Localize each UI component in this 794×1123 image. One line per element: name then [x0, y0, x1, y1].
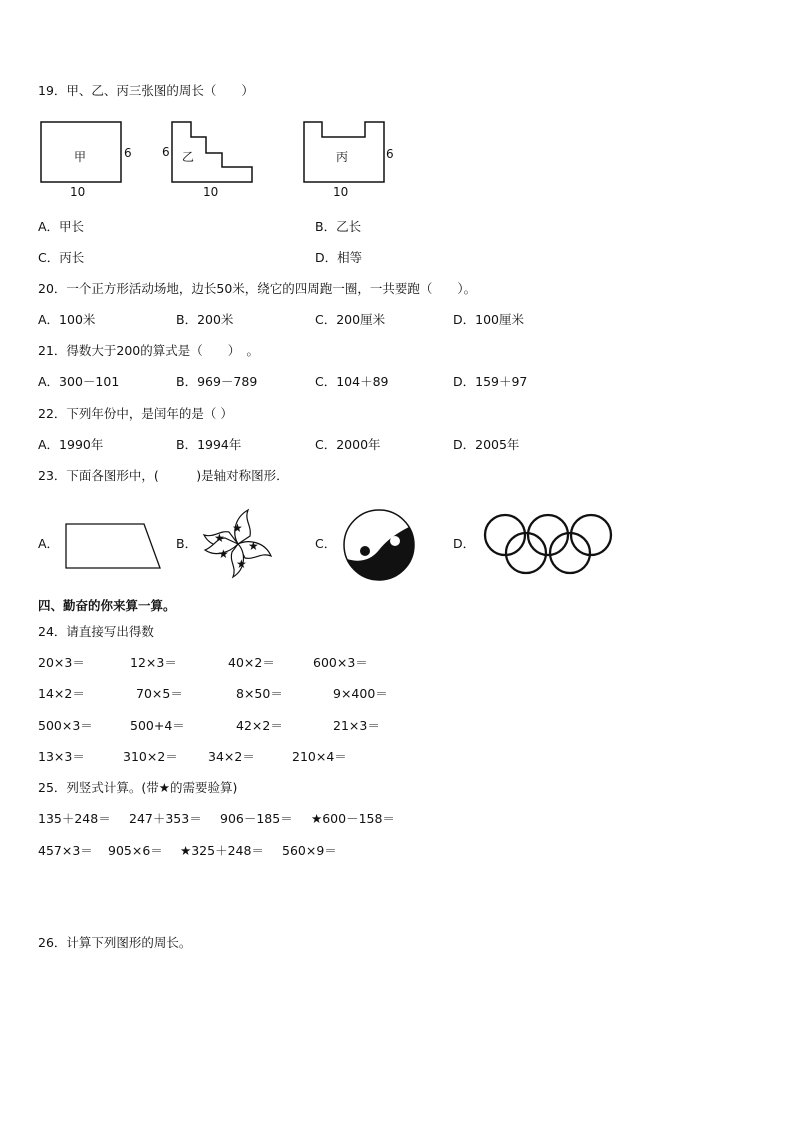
- yin-yang-icon: [344, 510, 414, 580]
- svg-text:★: ★: [248, 539, 259, 553]
- figure-bing-name: 丙: [336, 150, 349, 164]
- q23-option-a[interactable]: A．: [38, 536, 60, 551]
- q25-item: 906－185＝: [220, 811, 293, 826]
- q19-option-b[interactable]: B．乙长: [315, 219, 362, 234]
- q24-item: 9×400＝: [333, 686, 388, 701]
- q24-item: 40×2＝: [228, 655, 275, 670]
- q19-option-a[interactable]: A．甲长: [38, 219, 85, 234]
- figure-yi: [162, 122, 252, 199]
- svg-text:★: ★: [236, 557, 247, 571]
- q20-option-d[interactable]: D．100厘米: [453, 312, 524, 327]
- bauhinia-icon: [204, 510, 271, 577]
- figure-bing-side: 6: [386, 147, 394, 161]
- figure-yi-side: 6: [162, 145, 170, 159]
- q26-stem: 26．计算下列图形的周长。: [38, 935, 192, 950]
- q20-option-a[interactable]: A．100米: [38, 312, 96, 327]
- figure-bing-base: 10: [333, 185, 349, 199]
- q24-stem: 24．请直接写出得数: [38, 624, 154, 639]
- q22-option-b[interactable]: B．1994年: [176, 437, 242, 452]
- q24-item: 310×2＝: [123, 749, 178, 764]
- q25-item: ★600－158＝: [311, 811, 395, 826]
- q25-item: 247＋353＝: [129, 811, 202, 826]
- q25-item: 135＋248＝: [38, 811, 111, 826]
- q24-item: 13×3＝: [38, 749, 85, 764]
- q24-item: 14×2＝: [38, 686, 85, 701]
- q24-item: 600×3＝: [313, 655, 368, 670]
- olympic-rings-icon: [485, 515, 611, 573]
- q19-stem: 19．甲、乙、丙三张图的周长（ ）: [38, 83, 254, 98]
- q21-option-a[interactable]: A．300－101: [38, 374, 120, 389]
- q19-option-d[interactable]: D．相等: [315, 250, 363, 265]
- q24-item: 8×50＝: [236, 686, 283, 701]
- q19-figures: [0, 110, 794, 230]
- q22-option-a[interactable]: A．1990年: [38, 437, 104, 452]
- q22-option-d[interactable]: D．2005年: [453, 437, 520, 452]
- trapezoid-icon: [66, 524, 160, 568]
- svg-text:★: ★: [214, 531, 225, 545]
- q23-figures: [0, 500, 794, 590]
- q21-option-b[interactable]: B．969－789: [176, 374, 258, 389]
- figure-yi-name: 乙: [182, 150, 195, 164]
- q24-item: 42×2＝: [236, 718, 283, 733]
- q24-item: 34×2＝: [208, 749, 255, 764]
- q24-item: 20×3＝: [38, 655, 85, 670]
- figure-jia-side: 6: [124, 146, 132, 160]
- q24-item: 12×3＝: [130, 655, 177, 670]
- q23-stem: 23．下面各图形中，( )是轴对称图形．: [38, 468, 289, 483]
- q25-item: 457×3＝: [38, 843, 93, 858]
- figure-jia-name: 甲: [74, 150, 87, 164]
- q24-item: 500+4＝: [130, 718, 185, 733]
- q24-item: 210×4＝: [292, 749, 347, 764]
- q25-item: 905×6＝: [108, 843, 163, 858]
- q21-option-c[interactable]: C．104＋89: [315, 374, 389, 389]
- q22-stem: 22．下列年份中，是闰年的是（ ）: [38, 406, 233, 421]
- q24-item: 500×3＝: [38, 718, 93, 733]
- section4-title: 四、勤奋的你来算一算。: [38, 598, 176, 613]
- figure-bing: [304, 122, 394, 199]
- q20-stem: 20．一个正方形活动场地，边长50米，绕它的四周跑一圈，一共要跑（ ）。: [38, 281, 477, 296]
- q23-option-b[interactable]: B．: [176, 536, 198, 551]
- figure-jia-base: 10: [70, 185, 86, 199]
- q19-option-c[interactable]: C．丙长: [38, 250, 85, 265]
- q23-option-c[interactable]: C．: [315, 536, 337, 551]
- q20-option-b[interactable]: B．200米: [176, 312, 234, 327]
- q24-item: 21×3＝: [333, 718, 380, 733]
- svg-text:★: ★: [232, 521, 243, 535]
- figure-yi-base: 10: [203, 185, 219, 199]
- q22-option-c[interactable]: C．2000年: [315, 437, 381, 452]
- q24-item: 70×5＝: [136, 686, 183, 701]
- svg-text:★: ★: [218, 547, 229, 561]
- q21-option-d[interactable]: D．159＋97: [453, 374, 528, 389]
- figure-jia: [41, 122, 132, 199]
- q25-item: 560×9＝: [282, 843, 337, 858]
- q23-option-d[interactable]: D．: [453, 536, 476, 551]
- q21-stem: 21．得数大于200的算式是（ ） 。: [38, 343, 260, 358]
- q25-stem: 25．列竖式计算。(带★的需要验算): [38, 780, 238, 795]
- q25-item: ★325＋248＝: [180, 843, 264, 858]
- q20-option-c[interactable]: C．200厘米: [315, 312, 386, 327]
